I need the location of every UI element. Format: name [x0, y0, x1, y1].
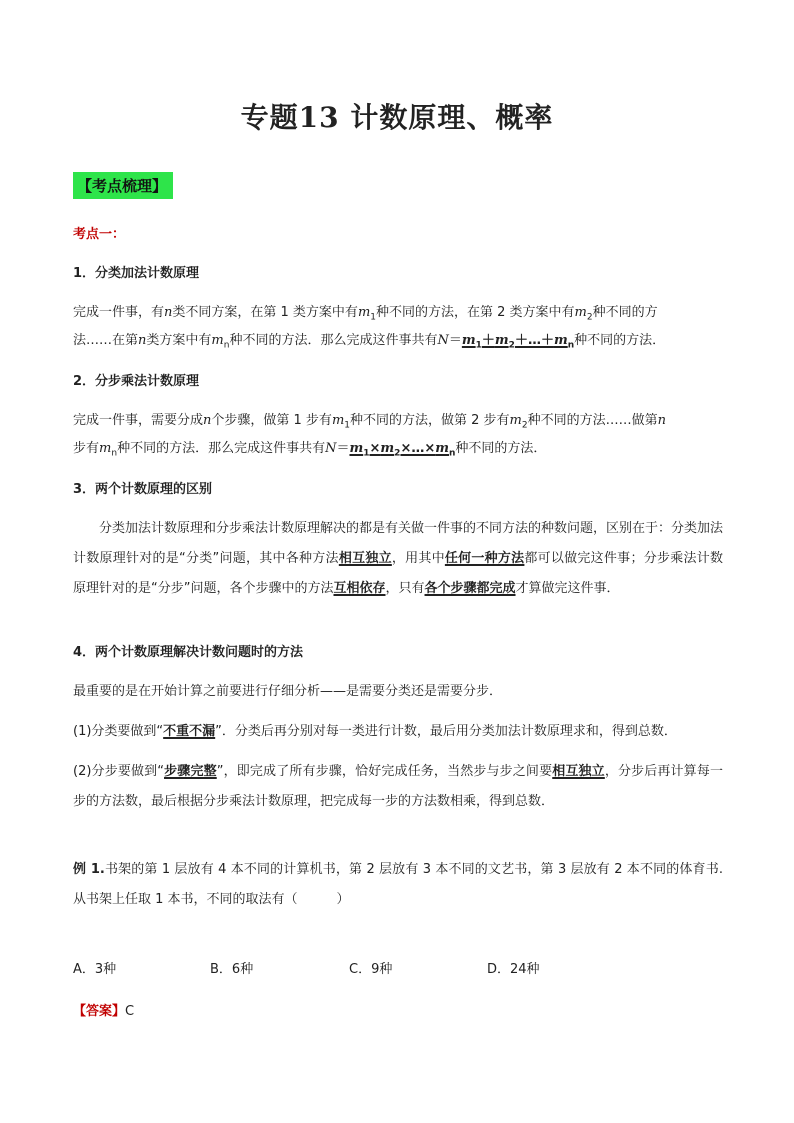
example-question: 例 1.书架的第 1 层放有 4 本不同的计算机书，第 2 层放有 3 本不同的文艺书，第 3 层放有 2 本不同的体育书.从书架上任取 1 本书，不同的取法有（ ） — [73, 862, 723, 907]
s4-heading: 4．两个计数原理解决计数问题时的方法 — [73, 645, 304, 660]
s1-heading: 1．分类加法计数原理 — [73, 266, 200, 281]
s1-line-1: 完成一件事，有n类不同方案，在第 1 类方案中有$m_1$种不同的方法，在第 2 类方案中有$m_2$种不同的方 — [73, 305, 658, 323]
answer-label: 【答案】 — [73, 1004, 126, 1019]
answer-value: C — [125, 1004, 135, 1019]
option-d: D．24种 — [487, 962, 540, 977]
s3-keyword-4: 各个步骤都完成 — [424, 581, 516, 596]
s2-heading: 2．分步乘法计数原理 — [73, 374, 200, 389]
s4-keyword-1: 不重不漏 — [163, 724, 216, 739]
option-a: A．3种 — [73, 962, 117, 977]
s3-keyword-1: 相互独立 — [338, 551, 392, 566]
s4-keyword-3: 相互独立 — [552, 764, 605, 779]
section-tag: 【考点梳理】 — [73, 172, 173, 199]
s2-line-2: 步有$m_n$种不同的方法．那么完成这件事共有$N=m_1\times m_2\times\dots\times m_n$种不同的方法． — [73, 441, 547, 459]
s3-paragraph: 分类加法计数原理和分步乘法计数原理解决的都是有关做一件事的不同方法的种数问题，区别在于：分类加法计数原理针对的是“分类”问题，其中各种方法相互独立，用其中任何一种方法都可以做完这件事；分步乘法计数原理针对的是“分步”问题，各个步骤中的方法互相依存，只有各个步骤都完成才算做完这件事． — [73, 521, 724, 596]
page-title: 专题13 计数原理、概率 — [240, 101, 554, 134]
s4-item-1: (1)分类要做到“不重不漏”．分类后再分别对每一类进行计数，最后用分类加法计数原理求和，得到总数． — [73, 724, 677, 739]
s2-formula: $m_1\times m_2\times\dots\times m_n$ — [349, 441, 456, 459]
option-c: C．9种 — [349, 962, 393, 977]
s4-item-2: (2)分步要做到“步骤完整”，即完成了所有步骤，恰好完成任务，当然步与步之间要相互独立，分步后再计算每一步的方法数，最后根据分步乘法计数原理，把完成每一步的方法数相乘，得到总数． — [73, 764, 723, 809]
option-b: B．6种 — [210, 962, 254, 977]
s1-formula: $m_1+m_2+\dots+m_n$ — [461, 333, 575, 351]
answer-line — [73, 1002, 723, 1022]
s3-keyword-3: 互相依存 — [333, 581, 386, 596]
s4-intro: 最重要的是在开始计算之前要进行仔细分析——是需要分类还是需要分步． — [73, 684, 503, 699]
s1-line-2: 法……在第n类方案中有$m_n$种不同的方法．那么完成这件事共有$N=m_1+m_2+\dots+m_n$种不同的方法． — [73, 333, 666, 351]
s4-keyword-2: 步骤完整 — [164, 764, 217, 779]
s3-keyword-2: 任何一种方法 — [444, 551, 525, 566]
kaodian-label: 考点一： — [73, 227, 126, 242]
s2-line-1: 完成一件事，需要分成n个步骤，做第 1 步有$m_1$种不同的方法，做第 2 步有$m_2$种不同的方法……做第n — [73, 413, 666, 431]
example-label: 例 1. — [73, 862, 105, 877]
s3-heading: 3．两个计数原理的区别 — [73, 482, 213, 497]
